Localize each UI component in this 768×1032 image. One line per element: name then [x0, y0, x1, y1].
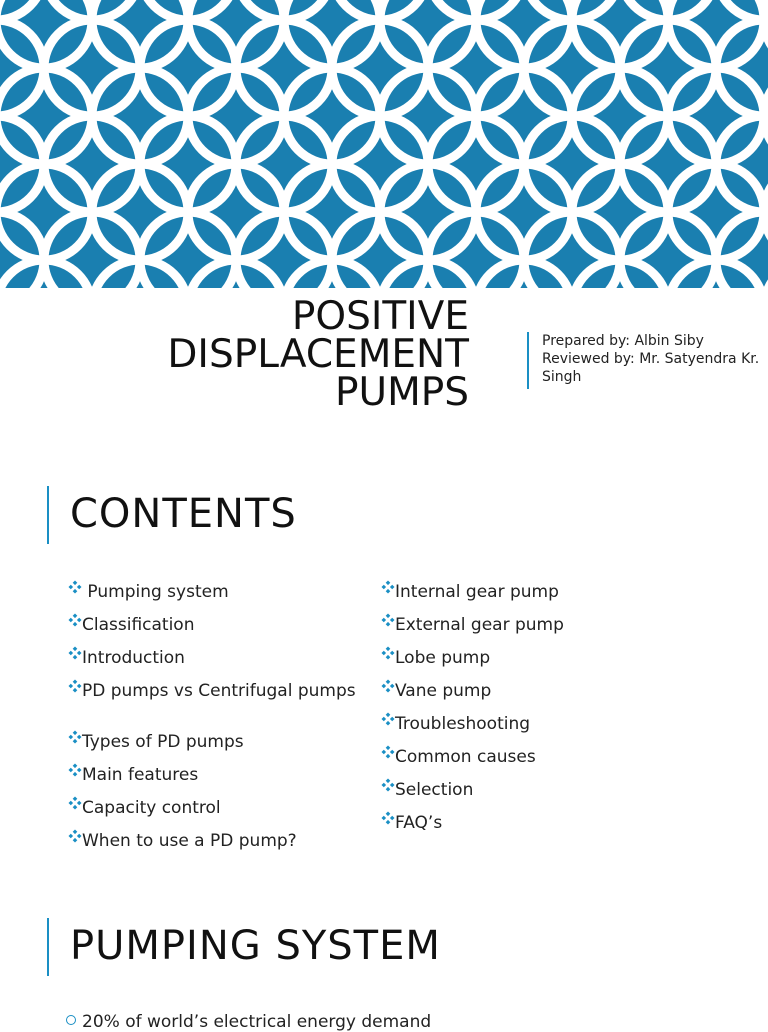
presentation-title [0, 294, 469, 415]
contents-item [68, 763, 358, 784]
contents-item [68, 730, 358, 751]
contents-item [381, 712, 681, 733]
four-diamond-bullet-icon [381, 712, 395, 726]
contents-item [381, 778, 681, 799]
title-line-2: DISPLACEMENT [167, 332, 469, 377]
contents-list-right [381, 580, 681, 832]
four-diamond-bullet-icon [68, 730, 82, 744]
contents-item-label: Common causes [395, 747, 536, 767]
contents-item [381, 679, 681, 700]
contents-list-left [68, 580, 358, 850]
four-diamond-bullet-icon [381, 646, 395, 660]
prepared-by: Prepared by: Albin Siby [542, 333, 704, 349]
contents-item [381, 646, 681, 667]
contents-accent-bar [47, 486, 49, 544]
four-diamond-bullet-icon [68, 613, 82, 627]
contents-item-label: Capacity control [82, 798, 221, 818]
title-line-1: POSITIVE [291, 294, 469, 339]
contents-item [381, 580, 681, 601]
circle-lattice-pattern [0, 0, 768, 288]
four-diamond-bullet-icon [68, 580, 82, 594]
contents-item [381, 811, 681, 832]
credits-block [542, 332, 762, 386]
contents-item-label: Main features [82, 765, 199, 785]
contents-item-label: Classification [82, 615, 195, 635]
contents-item-label: Selection [395, 780, 474, 800]
four-diamond-bullet-icon [68, 829, 82, 843]
contents-item [68, 580, 358, 601]
contents-item-label: When to use a PD pump? [82, 831, 297, 851]
contents-item-label: Vane pump [395, 681, 492, 701]
contents-item [381, 613, 681, 634]
contents-item [68, 613, 358, 634]
contents-item [381, 745, 681, 766]
contents-item-label: External gear pump [395, 615, 564, 635]
four-diamond-bullet-icon [68, 763, 82, 777]
contents-item [68, 679, 358, 700]
contents-item-label: Introduction [82, 648, 185, 668]
contents-item-label: Types of PD pumps [82, 732, 244, 752]
pumping-system-point [66, 1012, 431, 1032]
contents-item [68, 646, 358, 667]
four-diamond-bullet-icon [381, 580, 395, 594]
contents-item-label: Lobe pump [395, 648, 491, 668]
pumping-system-heading: PUMPING SYSTEM [70, 923, 441, 969]
four-diamond-bullet-icon [381, 745, 395, 759]
title-line-3: PUMPS [335, 370, 469, 415]
contents-item-label: PD pumps vs Centrifugal pumps [82, 681, 356, 701]
four-diamond-bullet-icon [381, 613, 395, 627]
contents-item [68, 796, 358, 817]
four-diamond-bullet-icon [68, 679, 82, 693]
contents-heading: CONTENTS [70, 491, 297, 537]
four-diamond-bullet-icon [381, 778, 395, 792]
pumping-system-point-text: 20% of world’s electrical energy demand [82, 1012, 432, 1032]
pumping-system-accent-bar [47, 918, 49, 976]
contents-item-label: Troubleshooting [395, 714, 531, 734]
contents-item-label: Pumping system [82, 582, 229, 602]
header-pattern-banner [0, 0, 768, 288]
four-diamond-bullet-icon [68, 646, 82, 660]
credits-accent-bar [527, 332, 529, 389]
four-diamond-bullet-icon [68, 796, 82, 810]
four-diamond-bullet-icon [381, 679, 395, 693]
reviewed-by: Reviewed by: Mr. Satyendra Kr. Singh [542, 351, 760, 385]
four-diamond-bullet-icon [381, 811, 395, 825]
contents-item-label: Internal gear pump [395, 582, 559, 602]
contents-item-label: FAQ’s [395, 813, 443, 833]
contents-item [68, 829, 358, 850]
